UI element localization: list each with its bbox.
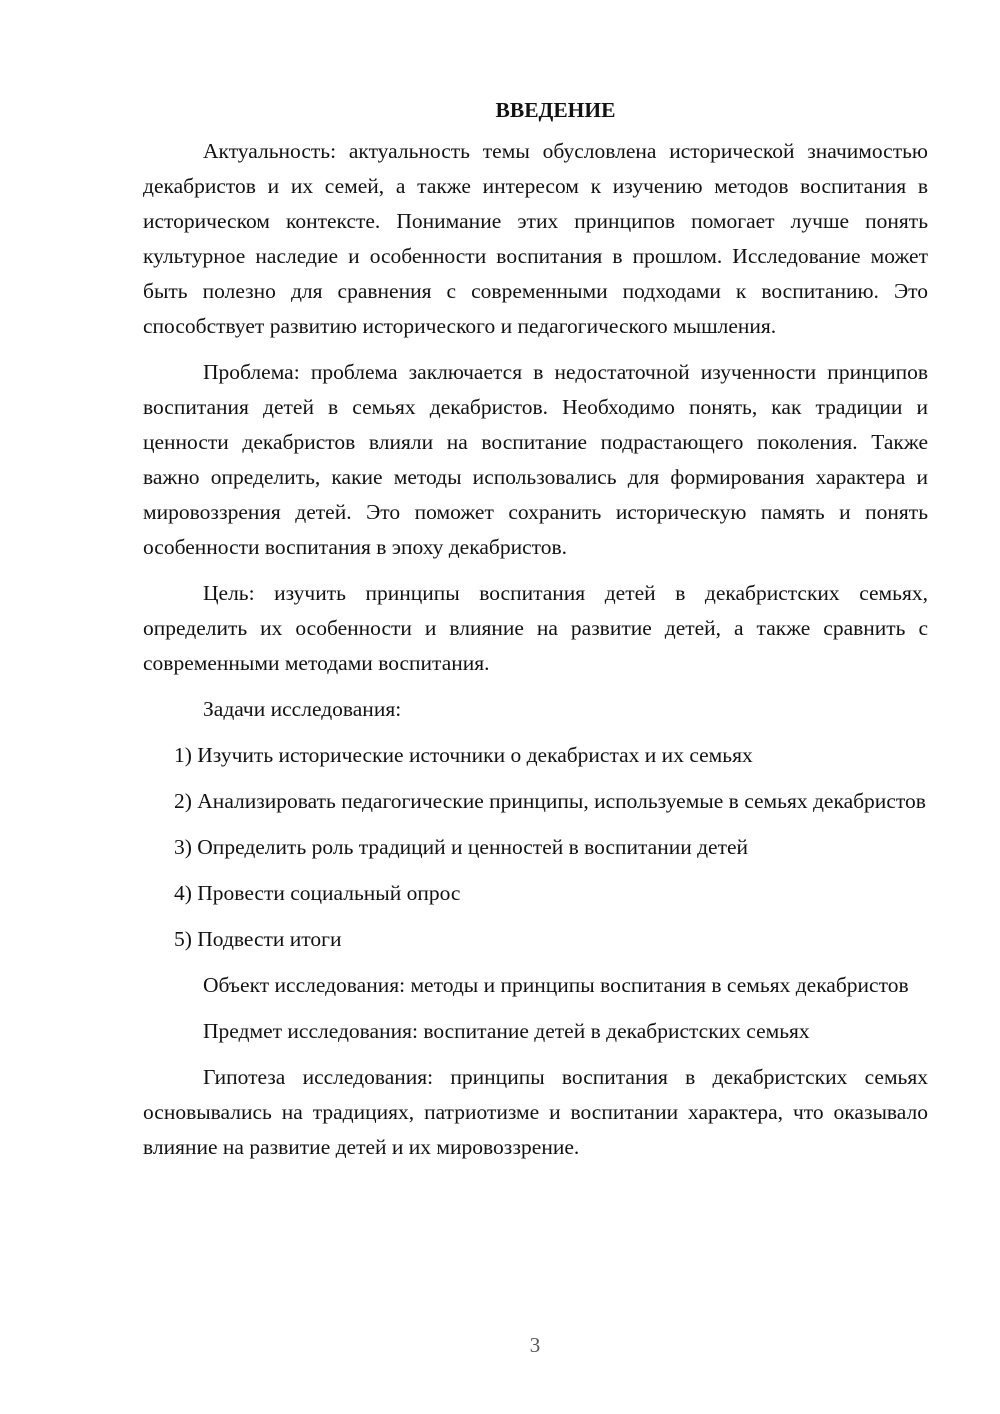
section-title: ВВЕДЕНИЕ	[495, 98, 616, 122]
paragraph-hypothesis: Гипотеза исследования: принципы воспитания в декабристских семьях основывались на традициях, патриотизме и воспитании характера, что оказывало влияние на развитие детей и их мировоззрение.	[143, 1065, 928, 1159]
task-item-1: 1) Изучить исторические источники о декабристах и их семьях	[174, 743, 753, 767]
task-item-2: 2) Анализировать педагогические принципы, используемые в семьях декабристов	[174, 789, 926, 813]
page-content	[143, 93, 928, 1165]
paragraph-object: Объект исследования: методы и принципы воспитания в семьях декабристов	[203, 973, 909, 997]
paragraph-goal: Цель: изучить принципы воспитания детей в декабристских семьях, определить их особенности и влияние на развитие детей, а также сравнить с современными методами воспитания.	[143, 581, 928, 675]
paragraph-problem: Проблема: проблема заключается в недостаточной изученности принципов воспитания детей в семьях декабристов. Необходимо понять, как традиции и ценности декабристов влияли на воспитание подрастающего поколения. Также важно определить, какие методы использовались для формирования характера и мировоззрения детей. Это поможет сохранить историческую память и понять особенности воспитания в эпоху декабристов.	[143, 360, 928, 559]
tasks-heading: Задачи исследования:	[203, 697, 402, 721]
task-item-3: 3) Определить роль традиций и ценностей в воспитании детей	[174, 835, 749, 859]
paragraph-relevance: Актуальность: актуальность темы обусловлена исторической значимостью декабристов и их семей, а также интересом к изучению методов воспитания в историческом контексте. Понимание этих принципов помогает лучше понять культурное наследие и особенности воспитания в прошлом. Исследование может быть полезно для сравнения с современными подходами к воспитанию. Это способствует развитию исторического и педагогического мышления.	[143, 139, 928, 338]
page-number: 3	[529, 1333, 541, 1357]
paragraph-subject: Предмет исследования: воспитание детей в декабристских семьях	[203, 1019, 810, 1043]
task-item-5: 5) Подвести итоги	[174, 927, 342, 951]
task-item-4: 4) Провести социальный опрос	[174, 881, 461, 905]
